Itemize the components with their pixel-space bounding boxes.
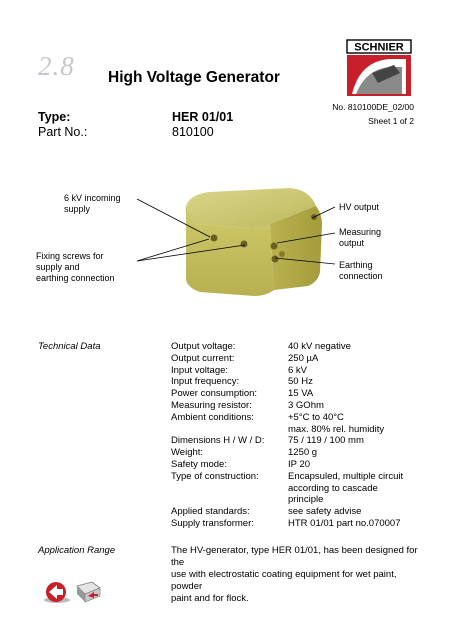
logo-text: SCHNIER (354, 41, 404, 54)
schnier-logo (346, 39, 412, 97)
back-arrow-icon[interactable] (42, 580, 72, 604)
spec-value: 50 Hz (288, 376, 313, 388)
spec-row (171, 424, 448, 436)
spec-key: Measuring resistor: (171, 399, 252, 411)
spec-row (171, 483, 448, 495)
spec-row (171, 400, 448, 412)
spec-row (171, 412, 448, 424)
spec-value: 40 kV negative (288, 341, 351, 352)
spec-key (171, 494, 288, 506)
label-measuring-output: Measuring output (339, 227, 382, 248)
sheet-number: Sheet 1 of 2 (368, 116, 414, 126)
spec-key: Power consumption: (171, 388, 258, 400)
page-title: High Voltage Generator (108, 69, 280, 86)
spec-key: Output voltage: (171, 341, 236, 352)
spec-row (171, 365, 448, 377)
spec-value: Encapsuled, multiple circuit (288, 470, 404, 482)
spec-value: principle (288, 494, 324, 506)
spec-key: Applied standards: (171, 506, 250, 518)
spec-row (171, 447, 448, 459)
spec-value: 1250 g (288, 447, 318, 459)
spec-value: 75 / 119 / 100 mm (288, 435, 364, 447)
spec-key: Dimensions H / W / D: (171, 435, 265, 447)
spec-row (171, 494, 448, 506)
spec-row (171, 435, 448, 447)
spec-key: Supply transformer: (171, 517, 254, 529)
spec-key (171, 483, 288, 495)
spec-row (171, 518, 448, 530)
spec-row (171, 506, 448, 518)
section-number: 2.8 (38, 51, 75, 81)
spec-value: +5°C to 40°C (288, 411, 344, 423)
technical-data-heading: Technical Data (38, 341, 101, 352)
spec-key (171, 424, 288, 436)
label-earthing-connection: Earthing connection (339, 260, 383, 281)
spec-key: Ambient conditions: (171, 411, 254, 423)
spec-value: 250 µA (288, 352, 319, 364)
spec-key: Input voltage: (171, 364, 229, 376)
spec-row (171, 459, 448, 471)
spec-value: IP 20 (288, 458, 311, 470)
spec-value: HTR 01/01 part no.070007 (288, 517, 401, 529)
forward-page-icon[interactable] (74, 580, 104, 604)
part-number-value: 810100 (172, 125, 214, 139)
spec-value: max. 80% rel. humidity (288, 423, 385, 435)
spec-key: Weight: (171, 447, 204, 459)
spec-row (171, 353, 448, 365)
application-range-heading: Application Range (38, 545, 116, 556)
label-fixing-screws: Fixing screws for supply and earthing connection (36, 251, 115, 283)
spec-value: 3 GOhm (288, 399, 324, 411)
spec-row (171, 341, 448, 353)
spec-key: Type of construction: (171, 470, 259, 482)
spec-row (171, 388, 448, 400)
spec-value: see safety advise (288, 506, 362, 518)
technical-data-table (171, 341, 448, 530)
application-description: The HV-generator, type HER 01/01, has been designed for the use with electrostatic coating equipment for wet paint, powder paint and for flock. (171, 545, 418, 604)
spec-value: 6 kV (288, 364, 308, 376)
spec-key: Output current: (171, 352, 235, 364)
spec-value: 15 VA (288, 388, 314, 400)
spec-row (171, 376, 448, 388)
label-hv-output: HV output (339, 202, 380, 212)
spec-key: Safety mode: (171, 458, 227, 470)
type-label: Type: (38, 110, 71, 124)
generator-photo (150, 184, 330, 302)
document-reference (332, 100, 414, 128)
spec-key: Input frequency: (171, 376, 240, 388)
label-incoming-supply: 6 kV incoming supply (64, 193, 121, 214)
spec-value: according to cascade (288, 482, 378, 494)
type-value: HER 01/01 (172, 110, 234, 124)
spec-row (171, 471, 448, 483)
document-number: No. 810100DE_02/00 (332, 102, 414, 112)
part-number-label: Part No.: (38, 125, 88, 139)
